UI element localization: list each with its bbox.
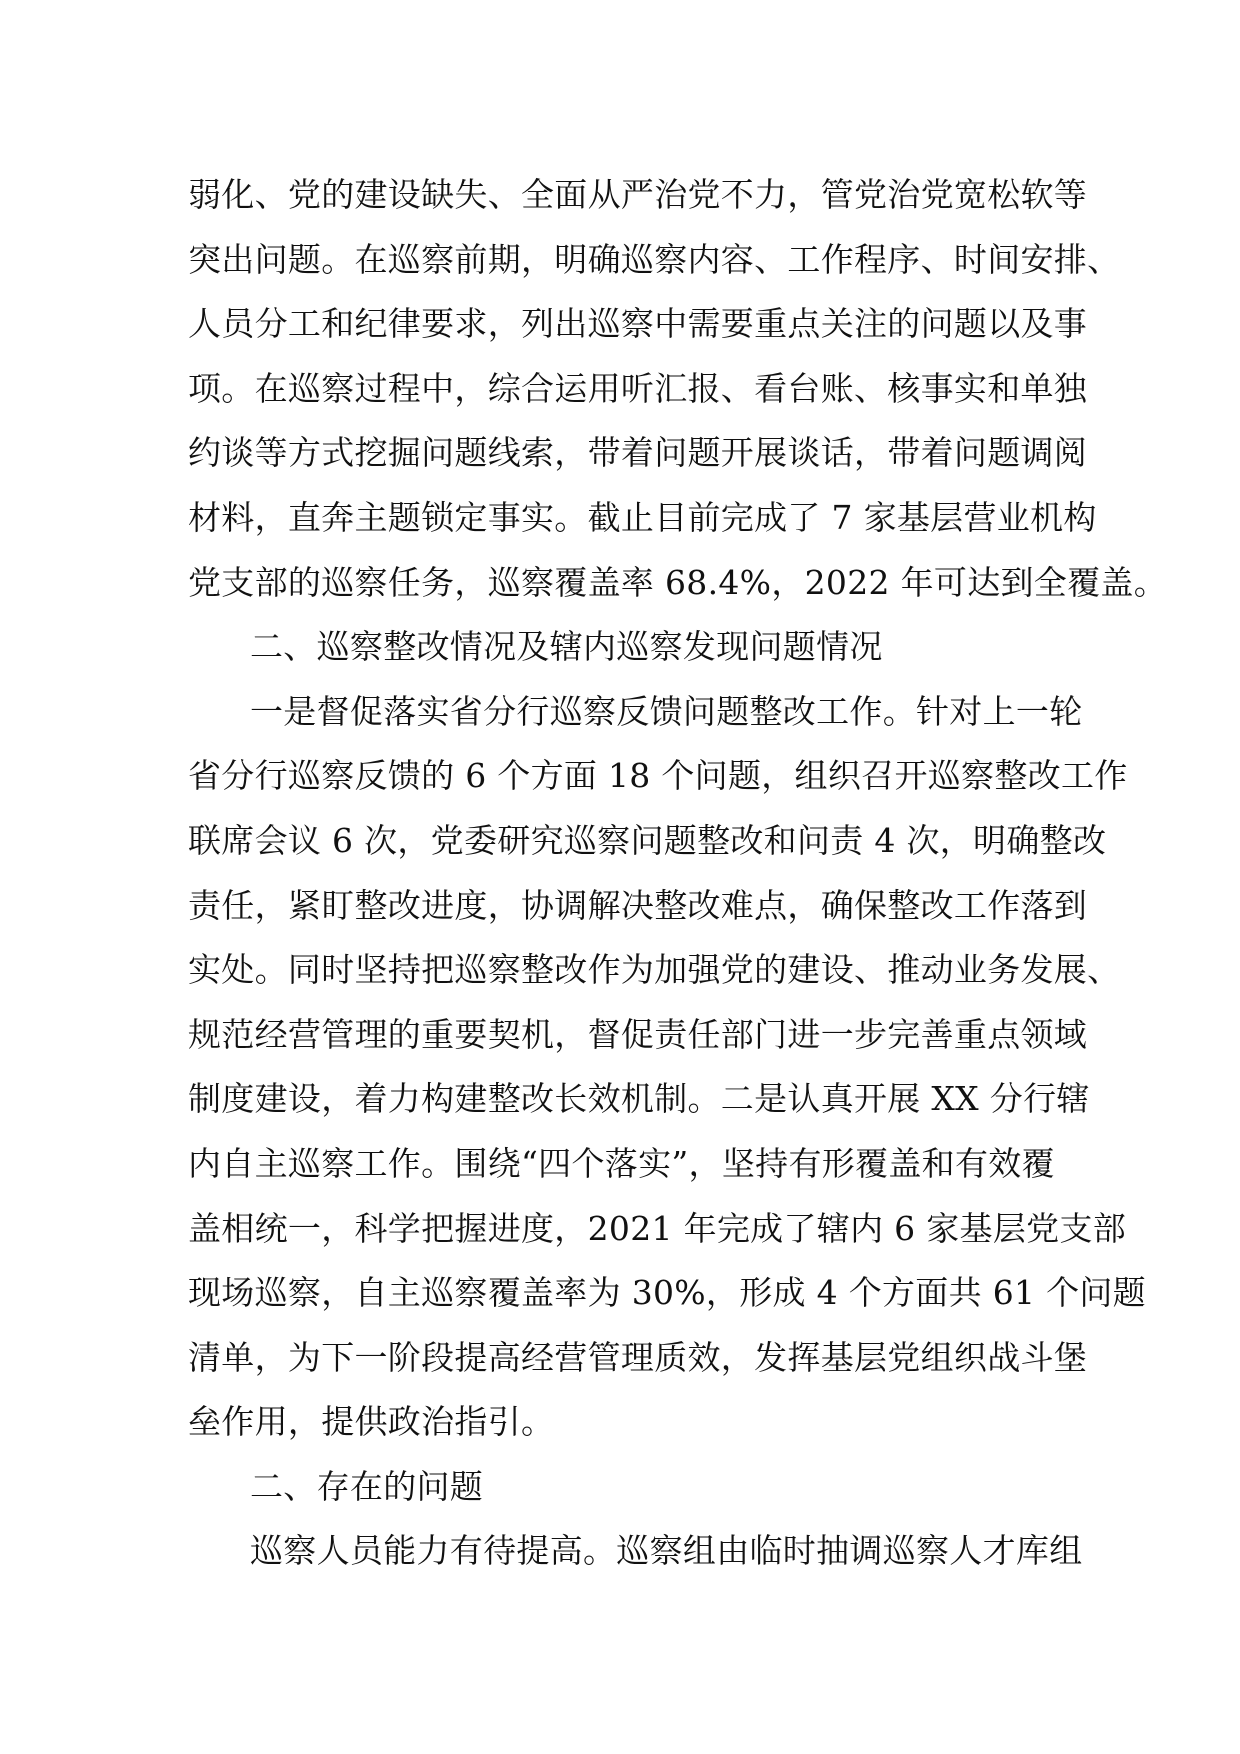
document-body	[188, 163, 1167, 1584]
body-line: 内自主巡察工作。围绕“四个落实”，坚持有形覆盖和有效覆	[188, 1143, 1055, 1183]
body-line: 联席会议 6 次，党委研究巡察问题整改和问责 4 次，明确整改	[188, 820, 1107, 860]
section-heading: 二、巡察整改情况及辖内巡察发现问题情况	[250, 627, 883, 667]
body-line: 责任，紧盯整改进度，协调解决整改难点，确保整改工作落到	[188, 885, 1088, 925]
body-line: 规范经营管理的重要契机，督促责任部门进一步完善重点领域	[188, 1014, 1088, 1054]
body-line: 党支部的巡察任务，巡察覆盖率 68.4%，2022 年可达到全覆盖。	[188, 562, 1167, 602]
body-line: 约谈等方式挖掘问题线索，带着问题开展谈话，带着问题调阅	[188, 433, 1088, 473]
body-line: 人员分工和纪律要求，列出巡察中需要重点关注的问题以及事	[188, 304, 1088, 344]
paragraph-first-line: 巡察人员能力有待提高。巡察组由临时抽调巡察人才库组	[250, 1531, 1083, 1571]
body-line: 弱化、党的建设缺失、全面从严治党不力，管党治党宽松软等	[188, 175, 1088, 214]
paragraph-first-line: 一是督促落实省分行巡察反馈问题整改工作。针对上一轮	[250, 691, 1083, 731]
section-heading: 二、存在的问题	[250, 1466, 484, 1506]
body-line: 突出问题。在巡察前期，明确巡察内容、工作程序、时间安排、	[188, 239, 1121, 279]
body-line: 项。在巡察过程中，综合运用听汇报、看台账、核事实和单独	[188, 368, 1088, 408]
body-line: 垒作用，提供政治指引。	[188, 1402, 555, 1442]
body-line: 材料，直奔主题锁定事实。截止目前完成了 7 家基层营业机构	[188, 497, 1097, 537]
body-line: 盖相统一，科学把握进度，2021 年完成了辖内 6 家基层党支部	[188, 1208, 1127, 1248]
body-line: 现场巡察，自主巡察覆盖率为 30%，形成 4 个方面共 61 个问题	[188, 1273, 1146, 1313]
body-line: 实处。同时坚持把巡察整改作为加强党的建设、推动业务发展、	[188, 950, 1121, 990]
body-line: 省分行巡察反馈的 6 个方面 18 个问题，组织召开巡察整改工作	[188, 756, 1128, 796]
body-line: 清单，为下一阶段提高经营管理质效，发挥基层党组织战斗堡	[188, 1337, 1088, 1377]
body-line: 制度建设，着力构建整改长效机制。二是认真开展 XX 分行辖	[188, 1079, 1090, 1119]
